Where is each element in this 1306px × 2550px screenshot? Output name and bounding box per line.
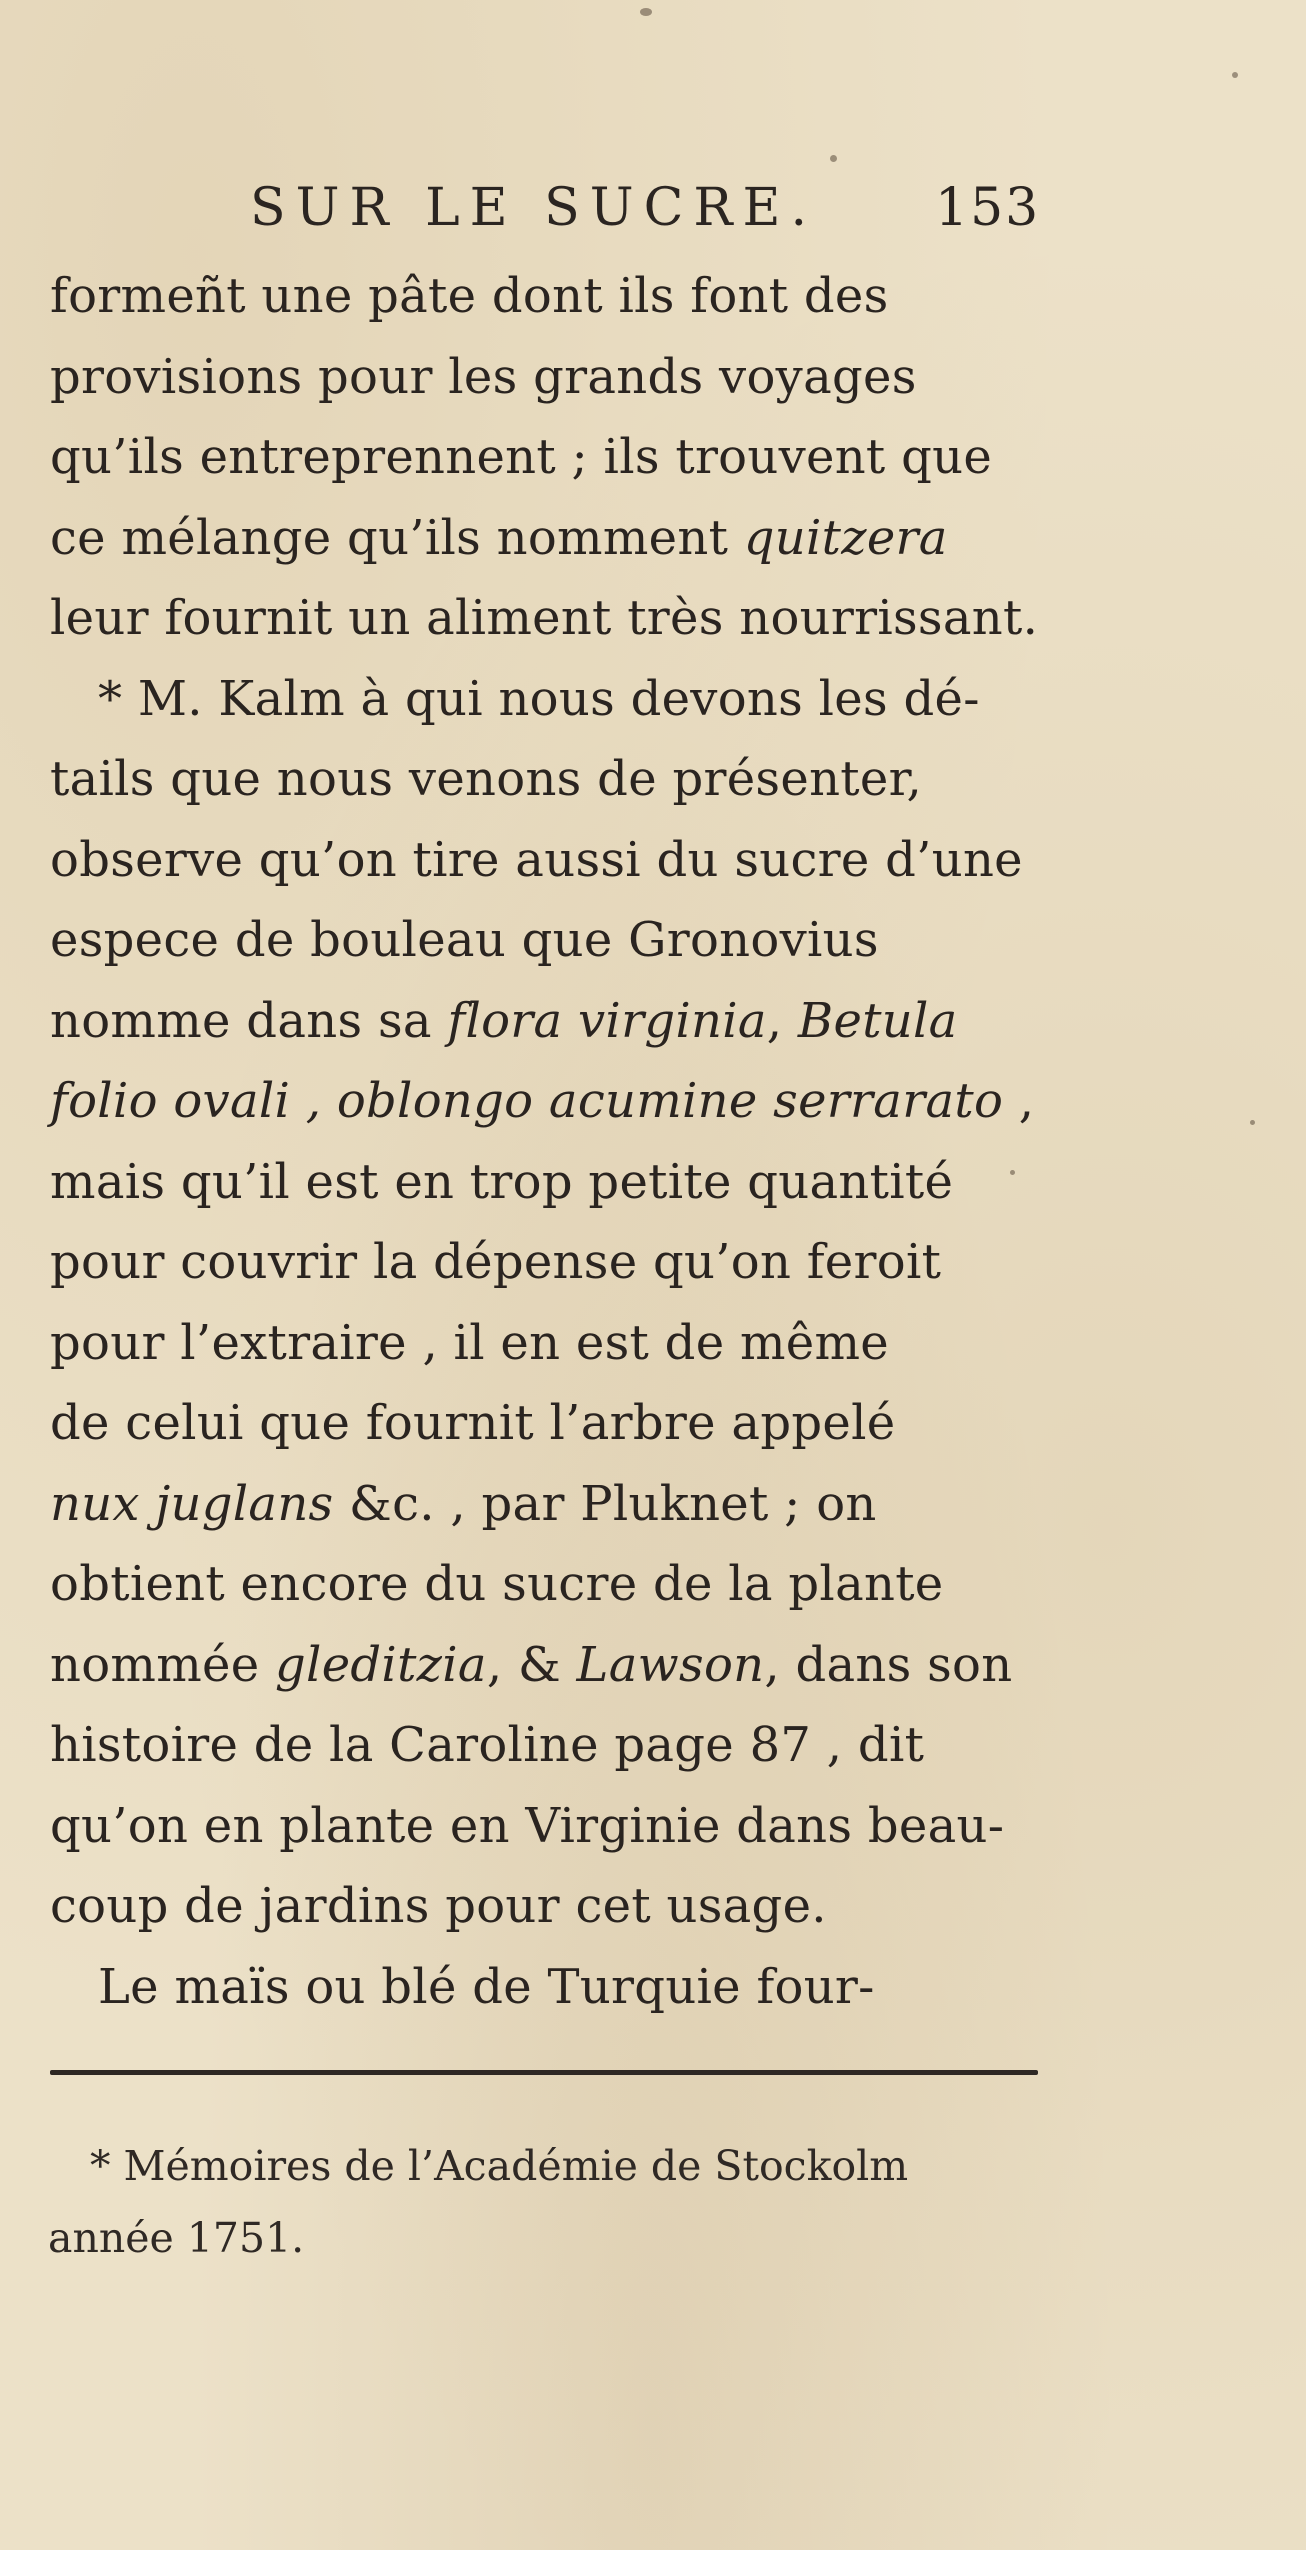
text-line: [50, 739, 1050, 820]
running-title: SUR LE SUCRE.: [250, 178, 818, 238]
body-text: [50, 256, 1050, 2027]
text-line: [50, 1142, 1050, 1223]
text-run: provisions pour les grands voyages: [50, 348, 917, 405]
text-line: [50, 578, 1050, 659]
text-line: [50, 1464, 1050, 1545]
text-run: ce mélange qu’ils nomment: [50, 509, 744, 566]
text-run: * M. Kalm à qui nous devons les dé-: [98, 670, 980, 727]
text-run: coup de jardins pour cet usage.: [50, 1878, 827, 1934]
text-run: nomme dans sa: [50, 992, 448, 1049]
text-run: nommée: [50, 1636, 276, 1693]
text-run: &c. , par Pluknet ; on: [333, 1475, 877, 1532]
text-line: [50, 256, 1050, 337]
text-line: [50, 1061, 1050, 1142]
text-line: [50, 1947, 1050, 2028]
italic-term: Lawson: [576, 1636, 765, 1693]
text-run: observe qu’on tire aussi du sucre d’une: [50, 831, 1023, 888]
text-line: [50, 820, 1050, 901]
text-run: formeñt une pâte dont ils font des: [50, 268, 889, 324]
italic-term: Betula: [797, 992, 958, 1049]
page-number: 153: [935, 178, 1041, 238]
text-run: tails que nous venons de présenter,: [50, 751, 923, 807]
text-run: leur fournit un aliment très nourrissant.: [50, 590, 1039, 646]
page-header: [0, 178, 1306, 248]
text-line: [50, 1544, 1050, 1625]
text-line: [50, 1786, 1050, 1867]
text-run: mais qu’il est en trop petite quantité: [50, 1153, 954, 1210]
text-run: qu’on en plante en Virginie dans beau-: [50, 1797, 1005, 1854]
text-line: [50, 659, 1050, 740]
text-line: [50, 981, 1050, 1062]
text-line: [50, 1222, 1050, 1303]
text-line: [50, 1303, 1050, 1384]
text-line: [50, 417, 1050, 498]
text-line: [50, 1866, 1050, 1947]
footnote-line: année 1751.: [48, 2214, 305, 2262]
text-run: , &: [486, 1636, 577, 1693]
footnote-rule: [50, 2070, 1038, 2075]
italic-term: gleditzia: [275, 1636, 487, 1693]
text-run: , dans son: [764, 1636, 1013, 1693]
text-run: pour l’extraire , il en est de même: [50, 1314, 890, 1371]
text-run: de celui que fournit l’arbre appelé: [50, 1395, 896, 1451]
text-run: espece de bouleau que Gronovius: [50, 912, 879, 968]
text-line: [50, 900, 1050, 981]
text-line: [50, 1705, 1050, 1786]
text-run: ,: [766, 992, 798, 1049]
text-line: [50, 1383, 1050, 1464]
text-run: Le maïs ou blé de Turquie four-: [98, 1958, 875, 2015]
text-run: obtient encore du sucre de la plante: [50, 1556, 944, 1612]
footnote: [48, 2130, 1050, 2274]
italic-term: folio ovali , oblongo acumine serrarato: [50, 1073, 1004, 1129]
italic-term: quitzera: [743, 509, 948, 566]
text-line: [50, 1625, 1050, 1706]
text-run: pour couvrir la dépense qu’on feroit: [50, 1234, 942, 1290]
text-line: [50, 337, 1050, 418]
italic-term: nux juglans: [50, 1475, 334, 1532]
text-run: histoire de la Caroline page 87 , dit: [50, 1717, 925, 1773]
footnote-line: * Mémoires de l’Académie de Stockolm: [90, 2142, 909, 2190]
text-line: [50, 498, 1050, 579]
text-run: ,: [1003, 1073, 1035, 1129]
text-run: qu’ils entreprennent ; ils trouvent que: [50, 429, 993, 485]
italic-term: flora virginia: [447, 992, 767, 1049]
